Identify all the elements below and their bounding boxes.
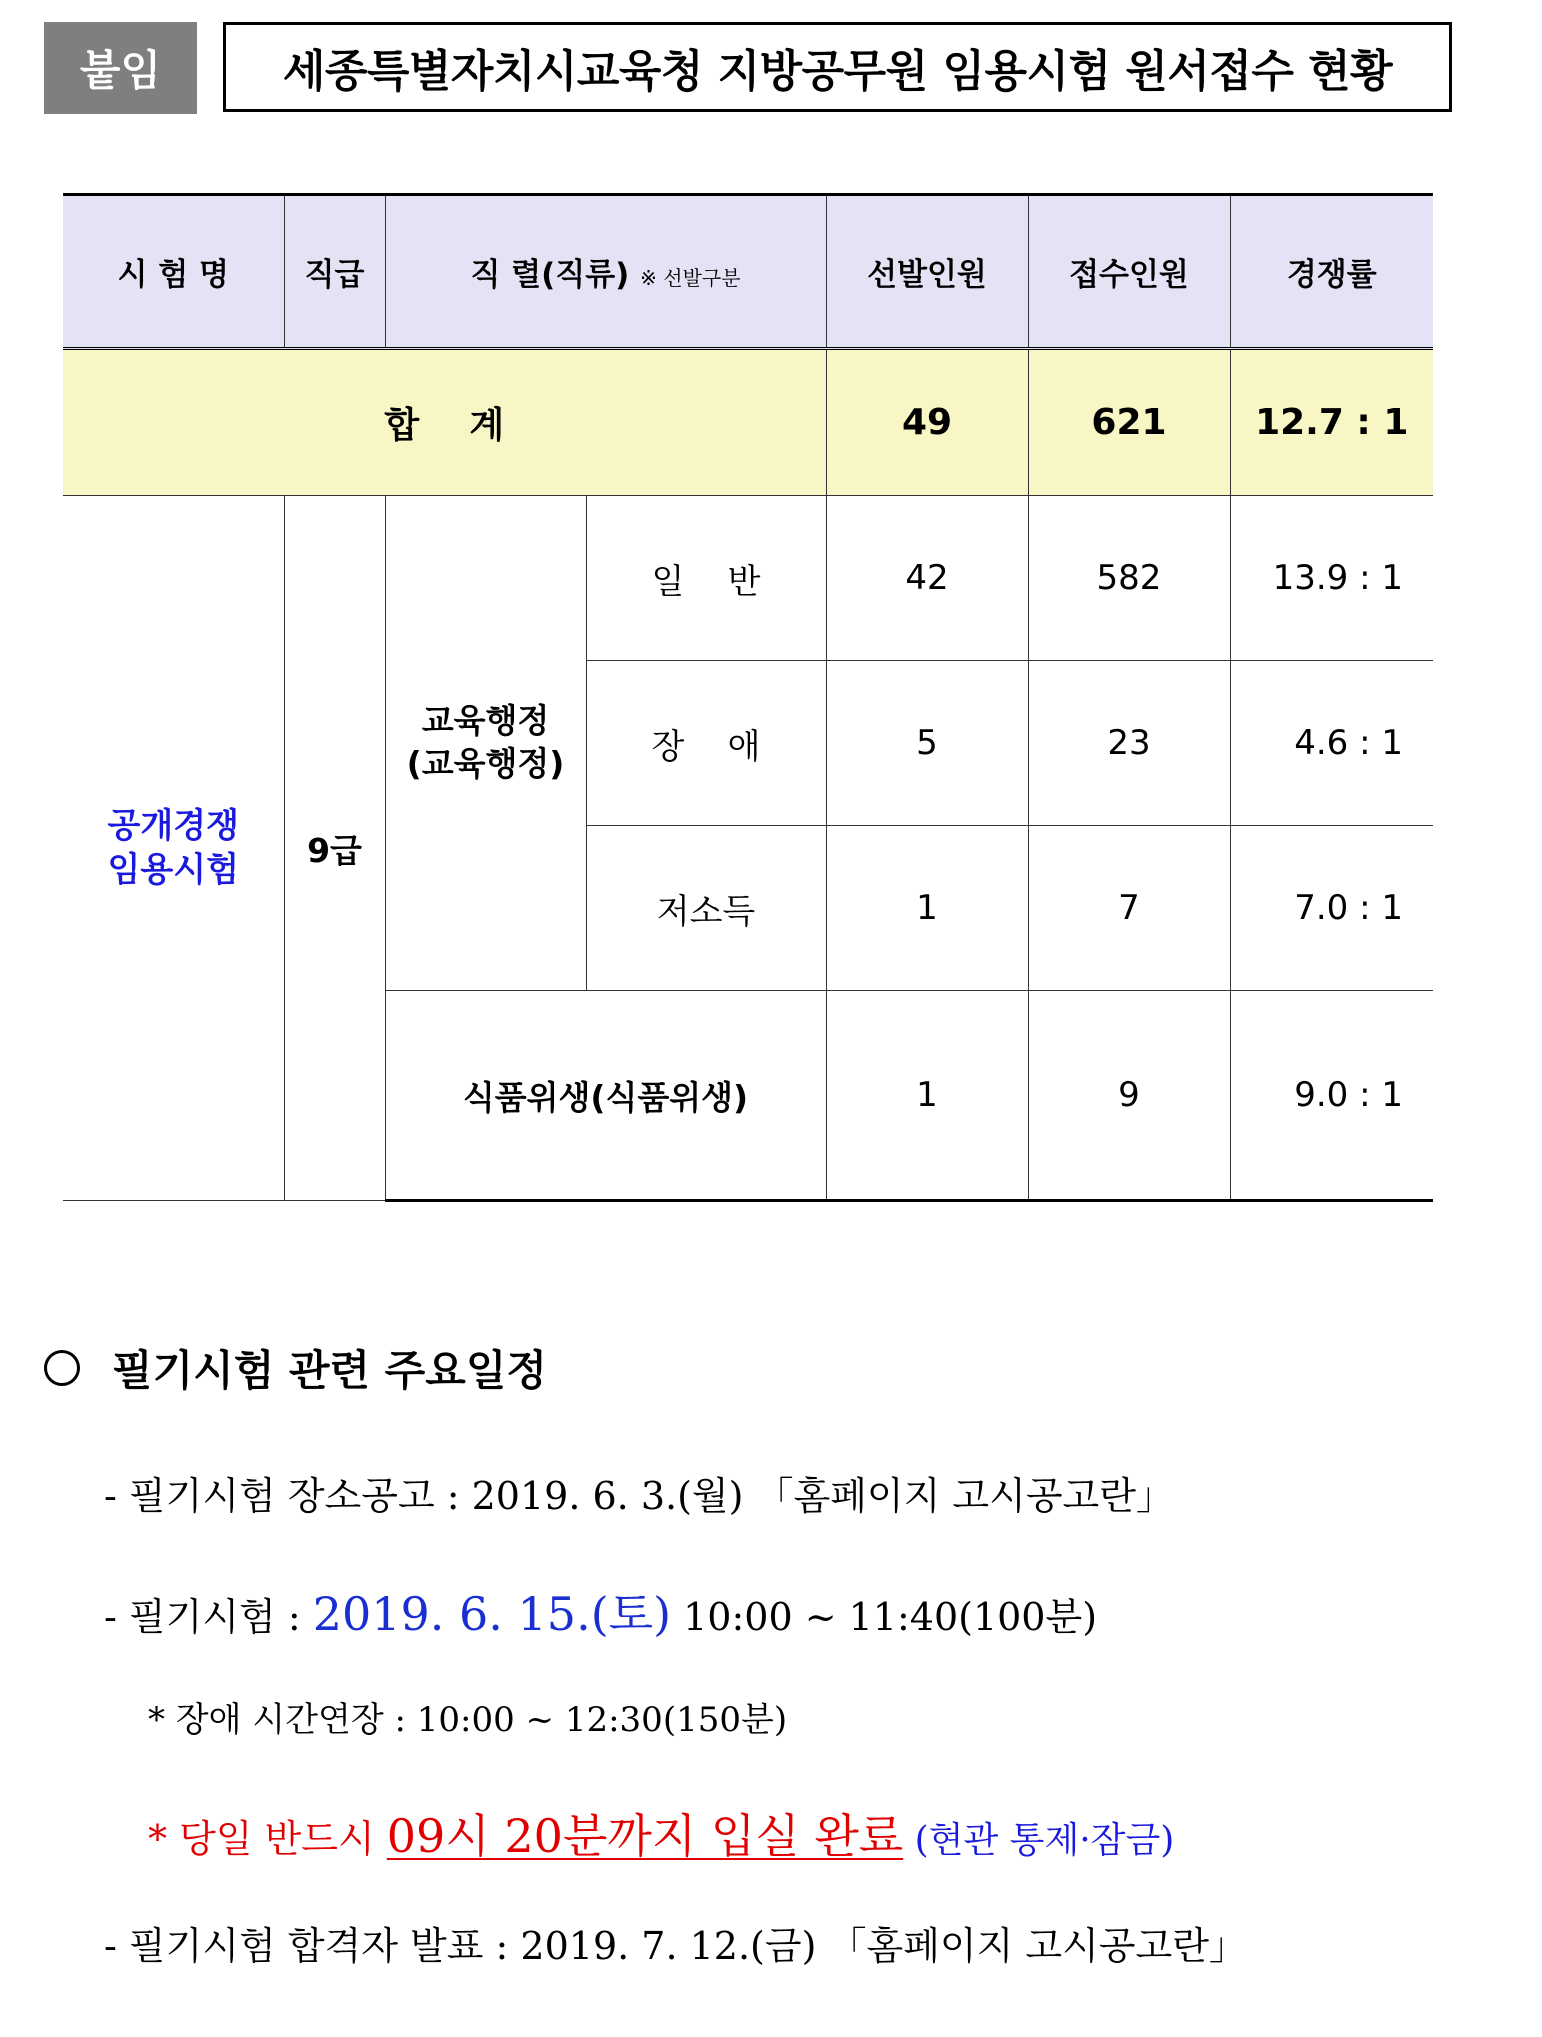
exam-name-line1: 공개경쟁 xyxy=(107,805,239,846)
attachment-badge: 붙임 xyxy=(44,22,197,114)
exam-name-line2: 임용시험 xyxy=(107,850,239,890)
header-rate: 경쟁률 xyxy=(1230,195,1433,349)
series1-cell xyxy=(385,496,586,991)
schedule-item-venue: - 필기시험 장소공고 : 2019. 6. 3.(월) 「홈페이지 고시공고란」 xyxy=(104,1474,1174,1518)
exam-name-cell xyxy=(63,496,284,1201)
category-cell: 저소득 xyxy=(586,826,826,991)
exam-prefix: - 필기시험 : xyxy=(104,1595,313,1639)
circle-bullet-icon xyxy=(44,1350,80,1386)
applied-cell: 582 xyxy=(1028,496,1230,661)
total-row xyxy=(63,349,1433,496)
total-label: 합 계 xyxy=(63,349,826,496)
header-exam-name: 시 험 명 xyxy=(63,195,284,349)
schedule-title xyxy=(44,1338,547,1398)
header-grade: 직급 xyxy=(284,195,385,349)
rate-cell: 13.9 : 1 xyxy=(1230,496,1433,661)
rate-cell: 7.0 : 1 xyxy=(1230,826,1433,991)
document-title: 세종특별자치시교육청 지방공무원 임용시험 원서접수 현황 xyxy=(223,22,1452,112)
grade-cell: 9급 xyxy=(284,496,385,1201)
schedule-note-extension: * 장애 시간연장 : 10:00 ~ 12:30(150분) xyxy=(148,1700,788,1740)
header-selected: 선발인원 xyxy=(826,195,1028,349)
schedule-title-text: 필기시험 관련 주요일정 xyxy=(112,1346,547,1395)
selected-cell: 5 xyxy=(826,661,1028,826)
applied-cell: 23 xyxy=(1028,661,1230,826)
header-series-label: 직 렬(직류) xyxy=(470,257,630,293)
table-header-row xyxy=(63,195,1433,349)
entry-suffix: (현관 통제·잠금) xyxy=(903,1820,1175,1861)
header-series xyxy=(385,195,826,349)
exam-date: 2019. 6. 15.(토) xyxy=(312,1587,672,1641)
applied-cell: 9 xyxy=(1028,991,1230,1201)
rate-cell: 4.6 : 1 xyxy=(1230,661,1433,826)
selected-cell: 42 xyxy=(826,496,1028,661)
exam-time: 10:00 ~ 11:40(100분) xyxy=(671,1595,1098,1639)
schedule-item-exam xyxy=(104,1578,1097,1644)
selected-cell: 1 xyxy=(826,826,1028,991)
header-applied: 접수인원 xyxy=(1028,195,1230,349)
total-applied: 621 xyxy=(1028,349,1230,496)
total-selected: 49 xyxy=(826,349,1028,496)
applied-cell: 7 xyxy=(1028,826,1230,991)
rate-cell: 9.0 : 1 xyxy=(1230,991,1433,1201)
series2-cell: 식품위생(식품위생) xyxy=(385,991,826,1201)
series1-line2: (교육행정) xyxy=(406,744,565,783)
selected-cell: 1 xyxy=(826,991,1028,1201)
schedule-note-entry xyxy=(148,1800,1174,1866)
category-cell: 일 반 xyxy=(586,496,826,661)
series1-line1: 교육행정 xyxy=(421,701,550,741)
category-cell: 장 애 xyxy=(586,661,826,826)
header-series-note: ※ 선발구분 xyxy=(640,266,741,290)
table-row xyxy=(63,496,1433,661)
schedule-item-results: - 필기시험 합격자 발표 : 2019. 7. 12.(금) 「홈페이지 고시공고란」 xyxy=(104,1924,1247,1968)
application-status-table xyxy=(63,193,1433,1202)
total-rate: 12.7 : 1 xyxy=(1230,349,1433,496)
entry-prefix: * 당일 반드시 xyxy=(148,1817,387,1861)
entry-deadline: 09시 20분까지 입실 완료 xyxy=(386,1809,904,1863)
